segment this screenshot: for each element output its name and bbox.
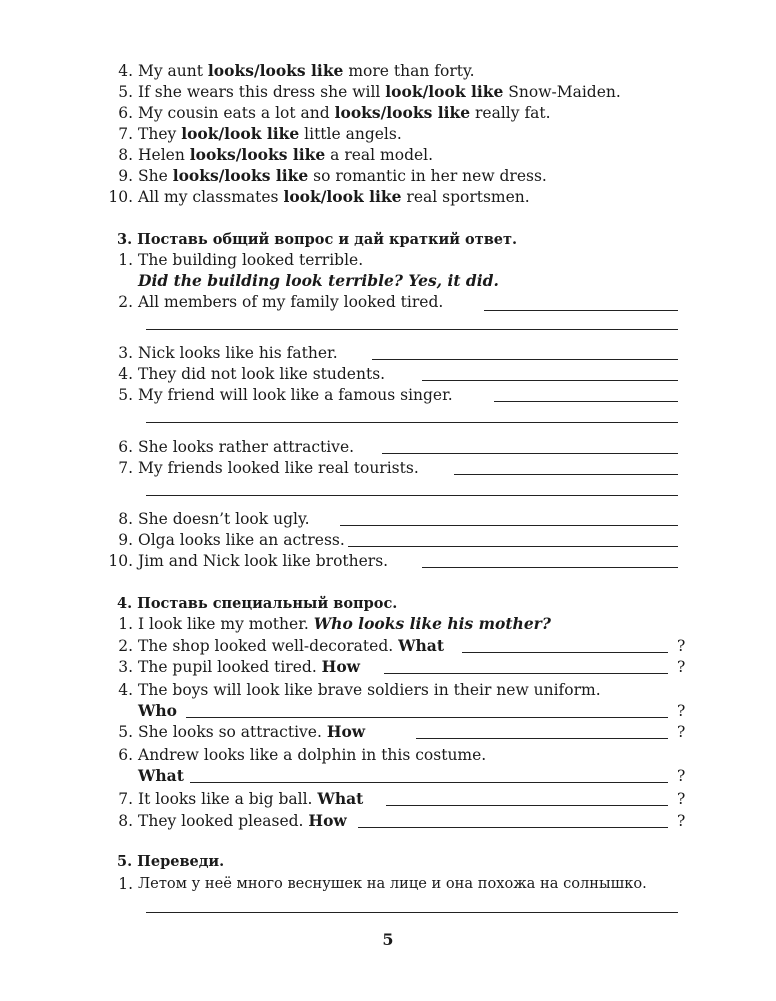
question-mark: ? [677, 812, 686, 830]
list-item: I look like my mother. Who looks like his mother? [138, 614, 551, 633]
list-item: The building looked terrible. [138, 251, 364, 269]
answer-line[interactable] [384, 673, 668, 674]
example-answer: Did the building look terrible? Yes, it did. [138, 271, 499, 290]
page-number: 5 [382, 930, 394, 949]
list-number: 4. [118, 681, 133, 699]
answer-line[interactable] [494, 401, 678, 402]
answer-line[interactable] [422, 567, 678, 568]
question-mark: ? [677, 767, 686, 785]
list-item: The pupil looked tired. How [138, 657, 360, 676]
example-answer: Who looks like his mother? [313, 614, 551, 633]
answer-line[interactable] [146, 422, 678, 423]
list-number: 1. [118, 875, 133, 893]
exercise-5-title: 5. Переведи. [117, 853, 225, 870]
list-number: 3. [118, 344, 133, 362]
list-number: 1. [118, 251, 133, 269]
list-number: 3. [118, 658, 133, 676]
answer-line[interactable] [348, 546, 678, 547]
list-item: They look/look like little angels. [138, 124, 402, 143]
list-item: They did not look like students. [138, 365, 386, 383]
list-item: It looks like a big ball. What [138, 789, 364, 808]
question-mark: ? [677, 702, 686, 720]
answer-line[interactable] [462, 652, 668, 653]
list-number: 6. [118, 746, 133, 764]
answer-line[interactable] [372, 359, 678, 360]
list-number: 10. [108, 188, 133, 206]
answer-line[interactable] [146, 912, 678, 913]
list-number: 8. [118, 510, 133, 528]
exercise-4-title: 4. Поставь специальный вопрос. [117, 595, 398, 612]
list-number: 8. [118, 812, 133, 830]
answer-line[interactable] [340, 525, 678, 526]
list-item: Nick looks like his father. [138, 344, 338, 362]
list-number: 6. [118, 438, 133, 456]
list-item: She looks rather attractive. [138, 438, 355, 456]
list-number: 5. [118, 83, 133, 101]
answer-line[interactable] [484, 310, 678, 311]
list-item: My friend will look like a famous singer. [138, 386, 453, 404]
list-number: 4. [118, 62, 133, 80]
list-item: Olga looks like an actress. [138, 531, 345, 549]
list-item: They looked pleased. How [138, 811, 347, 830]
question-word: What [138, 766, 184, 785]
list-item: If she wears this dress she will look/look like Snow-Maiden. [138, 82, 621, 101]
list-number: 2. [118, 637, 133, 655]
answer-line[interactable] [416, 738, 668, 739]
question-mark: ? [677, 790, 686, 808]
list-number: 5. [118, 723, 133, 741]
list-number: 6. [118, 104, 133, 122]
list-number: 9. [118, 167, 133, 185]
list-item: The boys will look like brave soldiers in their new uniform. [138, 681, 601, 699]
list-number: 7. [118, 790, 133, 808]
list-number: 9. [118, 531, 133, 549]
list-number: 8. [118, 146, 133, 164]
answer-line[interactable] [382, 453, 678, 454]
answer-line[interactable] [146, 329, 678, 330]
list-item: Helen looks/looks like a real model. [138, 145, 434, 164]
exercise-3-title: 3. Поставь общий вопрос и дай краткий ответ. [117, 231, 518, 248]
answer-line[interactable] [422, 380, 678, 381]
list-number: 1. [118, 615, 133, 633]
list-item: All my classmates look/look like real sportsmen. [138, 187, 530, 206]
list-number: 2. [118, 293, 133, 311]
answer-line[interactable] [146, 495, 678, 496]
list-number: 5. [118, 386, 133, 404]
list-item: My aunt looks/looks like more than forty. [138, 61, 475, 80]
list-number: 10. [108, 552, 133, 570]
answer-line[interactable] [454, 474, 678, 475]
list-item: Andrew looks like a dolphin in this costume. [138, 746, 487, 764]
answer-line[interactable] [186, 717, 668, 718]
answer-line[interactable] [190, 782, 668, 783]
list-item: She looks/looks like so romantic in her new dress. [138, 166, 547, 185]
answer-line[interactable] [386, 805, 668, 806]
list-number: 7. [118, 459, 133, 477]
answer-line[interactable] [358, 827, 668, 828]
list-item: Летом у неё много веснушек на лице и она похожа на солнышко. [138, 875, 647, 892]
list-number: 7. [118, 125, 133, 143]
question-word: Who [138, 701, 178, 720]
list-item: She looks so attractive. How [138, 722, 366, 741]
question-mark: ? [677, 658, 686, 676]
list-item: Jim and Nick look like brothers. [138, 552, 389, 570]
list-item: My friends looked like real tourists. [138, 459, 419, 477]
list-number: 4. [118, 365, 133, 383]
question-mark: ? [677, 723, 686, 741]
list-item: My cousin eats a lot and looks/looks like really fat. [138, 103, 551, 122]
list-item: The shop looked well-decorated. What [138, 636, 444, 655]
list-item: All members of my family looked tired. [138, 293, 444, 311]
question-mark: ? [677, 637, 686, 655]
list-item: She doesn’t look ugly. [138, 510, 310, 528]
